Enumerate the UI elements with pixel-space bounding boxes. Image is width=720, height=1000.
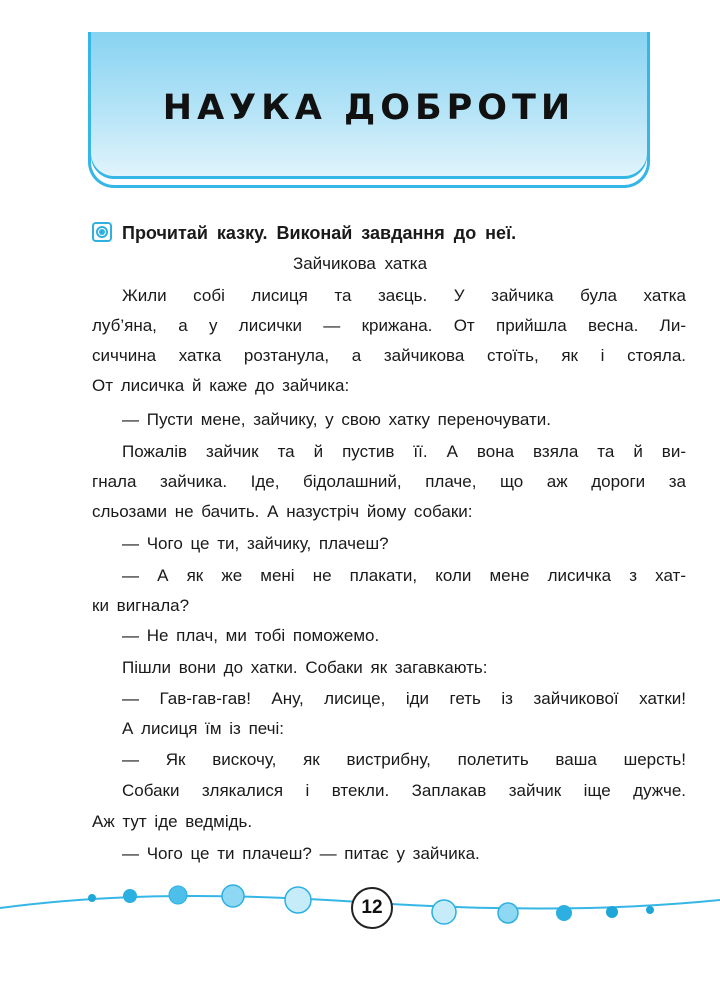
story-line-18: Аж тут іде ведмідь. bbox=[92, 812, 253, 831]
story-line-13: Пішли вони до хатки. Собаки як загавкають: bbox=[122, 658, 488, 677]
footer-dot bbox=[646, 906, 654, 914]
footer-dot bbox=[169, 886, 187, 904]
footer-dot bbox=[123, 889, 137, 903]
page-title: НАУКА ДОБРОТИ bbox=[162, 88, 576, 128]
target-icon bbox=[92, 222, 112, 242]
footer-dot bbox=[432, 900, 456, 924]
title-banner bbox=[88, 32, 650, 188]
task-instruction bbox=[92, 219, 672, 249]
task-text: Прочитай казку. Виконай завдання до неї. bbox=[122, 223, 517, 243]
story-line-19: — Чого це ти плачеш? — питає у зайчика. bbox=[122, 844, 480, 863]
story-line-8: сльозами не бачить. А назустріч йому собаки: bbox=[92, 502, 473, 521]
story-line-12: — Не плач, ми тобі поможемо. bbox=[122, 626, 380, 645]
story-line-11: ки вигнала? bbox=[92, 596, 190, 615]
story-line-5: — Пусти мене, зайчику, у свою хатку переночувати. bbox=[122, 410, 551, 429]
story-line-9: — Чого це ти, зайчику, плачеш? bbox=[122, 534, 389, 553]
story-title: Зайчикова хатка bbox=[292, 254, 428, 273]
story-line-17: Собаки злякалися і втекли. Заплакав зайчик іще дужче. bbox=[122, 781, 686, 800]
story-line-6: Пожалів зайчик та й пустив її. А вона взяла та й ви- bbox=[122, 442, 686, 461]
story-line-10: — А як же мені не плакати, коли мене лисичка з хат- bbox=[122, 566, 686, 585]
footer-dot bbox=[556, 905, 572, 921]
story-line-15: А лисиця їм із печі: bbox=[122, 719, 285, 738]
footer-dot bbox=[606, 906, 618, 918]
story-line-14: — Гав-гав-гав! Ану, лисице, іди геть із зайчикової хатки! bbox=[122, 689, 686, 708]
footer-dot bbox=[285, 887, 311, 913]
page-number: 12 bbox=[351, 887, 393, 929]
footer-dot bbox=[498, 903, 518, 923]
story-line-1: Жили собі лисиця та заєць. У зайчика була хатка bbox=[122, 286, 686, 305]
story-line-7: гнала зайчика. Іде, бідолашний, плаче, що аж дороги за bbox=[92, 472, 686, 491]
story-line-3: сиччина хатка розтанула, а зайчикова стоїть, як і стояла. bbox=[92, 346, 686, 365]
story-line-4: От лисичка й каже до зайчика: bbox=[92, 376, 350, 395]
footer-dot bbox=[222, 885, 244, 907]
story-line-2: луб’яна, а у лисички — крижана. От прийшла весна. Ли- bbox=[92, 316, 686, 335]
story-line-16: — Як вискочу, як вистрибну, полетить ваша шерсть! bbox=[122, 750, 686, 769]
footer-dot bbox=[88, 894, 96, 902]
